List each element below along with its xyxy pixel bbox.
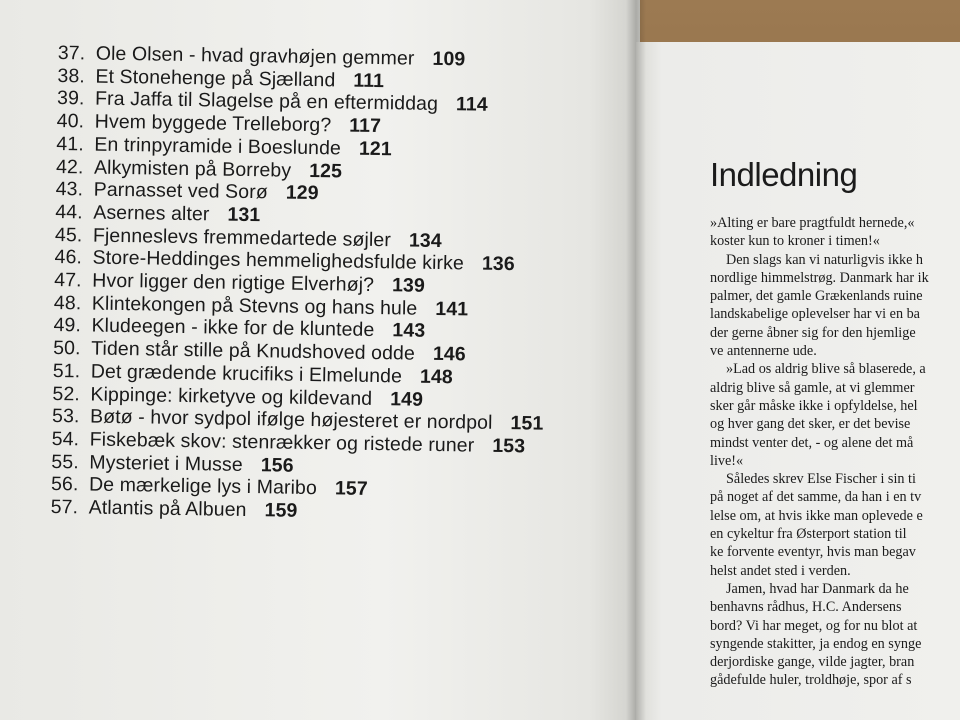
book-gutter-shadow: [626, 0, 646, 720]
toc-entry-title: Atlantis på Albuen: [88, 496, 247, 522]
chapter-title: Indledning: [710, 156, 858, 193]
toc-entry-title: Tiden står stille på Knudshoved odde: [91, 337, 416, 365]
toc-entry-number: 44.: [55, 200, 83, 224]
body-text-line: aldrig blive så gamle, at vi glemmer: [710, 379, 915, 396]
toc-entry-title: Fiskebæk skov: stenrækker og ristede runer: [89, 428, 475, 457]
toc-entry-title: Bøtø - hvor sydpol ifølge højesteret er nordpol: [89, 405, 493, 435]
toc-entry-number: 54.: [51, 427, 80, 451]
body-text-line: sker går måske ikke i opfyldelse, hel: [710, 397, 918, 414]
body-text-line: Den slags kan vi naturligvis ikke h: [726, 251, 924, 268]
toc-entry-number: 47.: [54, 269, 82, 292]
toc-entry-page: 143: [392, 319, 426, 343]
body-text-line: mindst venter det, - og alene det må: [710, 434, 914, 451]
body-text: [710, 214, 960, 690]
body-text-line: Således skrev Else Fischer i sin ti: [726, 471, 916, 488]
toc-entry-number: 57.: [50, 496, 79, 519]
toc-entry-number: 39.: [56, 87, 85, 110]
toc-entry-page: 149: [390, 387, 424, 411]
toc-entry-page: 151: [510, 412, 544, 435]
toc-entry-title: Hvor ligger den rigtige Elverhøj?: [92, 269, 375, 297]
toc-entry-page: 111: [353, 69, 385, 92]
body-text-line: benhavns rådhus, H.C. Andersens: [710, 599, 902, 616]
toc-entry-title: Klintekongen på Stevns og hans hule: [91, 292, 418, 320]
toc-entry-number: 49.: [53, 314, 82, 337]
toc-entry-page: 121: [358, 137, 392, 161]
body-text-line: gådefulde huler, troldhøje, spor af s: [710, 672, 912, 689]
table-of-contents: [51, 42, 628, 528]
toc-entry-number: 55.: [51, 450, 79, 474]
body-text-line: live!«: [710, 452, 744, 469]
body-text-line: en cykeltur fra Østerport station til: [710, 526, 907, 543]
toc-entry-title: Ole Olsen - hvad gravhøjen gemmer: [95, 42, 415, 70]
toc-entry-number: 52.: [52, 382, 81, 405]
toc-entry-number: 38.: [57, 64, 86, 88]
body-text-line: koster kun to kroner i timen!«: [710, 233, 880, 250]
toc-entry-number: 46.: [54, 246, 83, 269]
body-text-line: bord? Vi har meget, og for nu blot at: [710, 617, 918, 634]
toc-entry-title: Kippinge: kirketyve og kildevand: [90, 383, 373, 410]
toc-entry-page: 136: [481, 253, 515, 276]
toc-entry-page: 129: [285, 181, 319, 205]
toc-entry-number: 56.: [50, 473, 79, 496]
toc-entry-number: 37.: [57, 42, 86, 65]
body-text-line: og hver gang det sker, er det bevise: [710, 416, 911, 433]
toc-entry-title: Parnasset ved Sorø: [93, 178, 268, 204]
toc-entry-number: 51.: [52, 359, 81, 383]
body-text-line: landskabelige oplevelser har vi en ba: [710, 306, 920, 323]
toc-entry-title: Kludeegen - ikke for de kluntede: [91, 315, 375, 342]
body-text-line: nordlige himmelstrøg. Danmark har ik: [710, 269, 929, 286]
toc-entry-title: Store-Heddinges hemmelighedsfulde kirke: [92, 246, 465, 275]
body-text-line: ke forvente eventyr, hvis man begav: [710, 544, 916, 561]
toc-entry-page: 141: [435, 297, 469, 321]
toc-entry-number: 41.: [56, 132, 84, 156]
toc-entry-number: 42.: [55, 155, 84, 178]
body-text-line: »Alting er bare pragtfuldt hernede,«: [710, 215, 915, 231]
toc-entry-page: 114: [455, 93, 488, 117]
toc-entry-page: 148: [419, 365, 454, 389]
toc-entry-page: 125: [309, 159, 343, 182]
toc-entry-title: Fra Jaffa til Slagelse på en eftermiddag: [94, 87, 439, 116]
toc-entry-title: Mysteriet i Musse: [89, 451, 243, 476]
toc-entry-page: 139: [391, 274, 426, 297]
right-page: [636, 42, 960, 720]
toc-entry-page: 134: [408, 229, 442, 252]
toc-entry-number: 53.: [51, 405, 80, 428]
body-text-line: derjordiske gange, vilde jagter, bran: [710, 654, 915, 671]
toc-entry-page: 117: [349, 114, 382, 138]
body-text-line: »Lad os aldrig blive så blaserede, a: [726, 361, 926, 378]
body-text-line: der gerne åbner sig for den hjemlige: [710, 324, 916, 341]
toc-entry-title: Fjenneslevs fremmedartede søjler: [92, 224, 392, 251]
toc-entry-number: 45.: [54, 223, 83, 247]
toc-entry-title: Det grædende krucifiks i Elmelunde: [90, 360, 403, 388]
toc-entry-title: Et Stonehenge på Sjælland: [95, 65, 336, 92]
toc-entry-page: 146: [432, 343, 466, 366]
toc-entry-page: 156: [260, 453, 294, 477]
toc-entry-title: De mærkelige lys i Maribo: [88, 473, 318, 500]
toc-entry-page: 109: [432, 47, 466, 71]
body-text-line: Jamen, hvad har Danmark da he: [726, 580, 909, 597]
body-text-line: syngende stakitter, ja endog en synge: [710, 635, 922, 652]
toc-entry-number: 40.: [56, 110, 85, 133]
toc-entry-page: 153: [492, 434, 526, 458]
toc-entry-page: 131: [227, 203, 261, 227]
toc-entry-title: Asernes alter: [93, 201, 210, 226]
body-text-line: ve antennerne ude.: [710, 343, 817, 360]
toc-entry-title: Alkymisten på Borreby: [93, 156, 292, 182]
toc-entry-number: 43.: [55, 178, 84, 201]
toc-entry-number: 50.: [53, 337, 81, 360]
toc-entry-page: 157: [334, 477, 368, 501]
body-text-line: på noget af det samme, da han i en tv: [710, 489, 922, 506]
body-text-line: lelse om, at hvis ikke man oplevede e: [710, 507, 923, 524]
body-text-line: helst andet sted i verden.: [710, 562, 851, 579]
toc-entry-page: 159: [264, 499, 298, 522]
body-text-line: palmer, det gamle Grækenlands ruine: [710, 288, 923, 305]
toc-entry-title: Hvem byggede Trelleborg?: [94, 110, 332, 137]
toc-entry-title: En trinpyramide i Boeslunde: [94, 133, 342, 160]
toc-entry-number: 48.: [53, 291, 82, 315]
